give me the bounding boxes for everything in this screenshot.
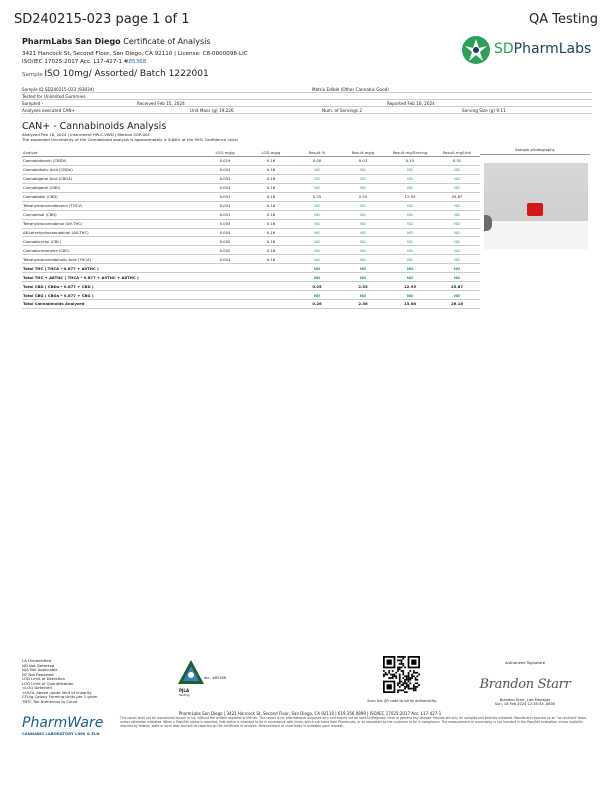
cell-result-pct: ND <box>294 291 340 300</box>
sample-line <box>22 69 209 79</box>
qr-caption: Scan the QR code to verify authenticity. <box>367 699 437 703</box>
cell-result-unit: ND <box>434 273 480 282</box>
cell-lod: 0.16 <box>248 157 294 166</box>
cell-result-serving: ND <box>386 255 434 264</box>
cell-result-serving: 0.15 <box>386 157 434 166</box>
matrix: Matrix Edible (Other Cannabis Good) <box>312 86 389 92</box>
cell-loq: 0.001 <box>202 210 248 219</box>
cell-result-serving: ND <box>386 237 434 246</box>
cell-result-pct: ND <box>294 201 340 210</box>
legend <box>22 659 97 704</box>
qr-code[interactable] <box>383 656 420 693</box>
cell-loq: 0.002 <box>202 246 248 255</box>
col-loq: LOQ mg/g <box>202 143 248 157</box>
cell-lod: 0.16 <box>248 237 294 246</box>
cell-loq: 0.003 <box>202 219 248 228</box>
jar-lid-image <box>484 215 492 231</box>
cell-analyte: Cannabichromene (CBC) <box>22 246 202 255</box>
pjla-badge <box>176 658 228 706</box>
table-row <box>22 228 480 237</box>
cell-result-serving: ND <box>386 228 434 237</box>
cell-result-pct: ND <box>294 210 340 219</box>
sdpharmlabs-logo <box>460 34 590 68</box>
cell-lod <box>248 282 294 291</box>
table-row <box>22 174 480 183</box>
cell-analyte: Tetrahydrocannabivarin (THCV) <box>22 201 202 210</box>
total-row <box>22 300 480 309</box>
table-row <box>22 165 480 174</box>
cell-result-mg-g: 2.53 <box>340 282 386 291</box>
iso-number-link[interactable]: 85368 <box>128 59 147 65</box>
cell-result-unit: 25.87 <box>434 282 480 291</box>
cell-lod <box>248 273 294 282</box>
signature-label: Authorized Signature <box>504 660 546 665</box>
lab-address: 3421 Hancock St, Second Floor, San Diego, CA 92110 | License: C8-0000098-LIC <box>22 51 248 57</box>
cell-lod: 0.16 <box>248 165 294 174</box>
cell-lod: 0.16 <box>248 201 294 210</box>
photo-surface <box>484 221 588 249</box>
signed-date: Sun, 18 Feb 2024 12:35:33 -0800 <box>494 702 556 707</box>
cell-analyte: Cannabidivarin (CBDV) <box>22 157 202 166</box>
serving-size: Serving Size (g) 9.11 <box>462 107 506 113</box>
cell-lod: 0.16 <box>248 210 294 219</box>
cell-result-serving: ND <box>386 246 434 255</box>
cell-result-unit: ND <box>434 237 480 246</box>
cell-result-pct: ND <box>294 273 340 282</box>
cell-analyte: Total THC + Δ8THC ( THCA * 0.877 + Δ9THC + Δ8THC ) <box>22 273 202 282</box>
cell-result-serving: ND <box>386 183 434 192</box>
cell-result-serving: ND <box>386 201 434 210</box>
cell-result-unit: ND <box>434 219 480 228</box>
cell-result-unit: 0.31 <box>434 157 480 166</box>
cell-loq: 0.001 <box>202 201 248 210</box>
cell-result-pct: ND <box>294 219 340 228</box>
report-id: SD240215-023 page 1 of 1 <box>14 12 190 27</box>
cell-result-mg-g: ND <box>340 273 386 282</box>
cell-result-serving: ND <box>386 165 434 174</box>
cell-result-pct: ND <box>294 264 340 273</box>
sample-name: ISO 10mg/ Assorted/ Batch 1222001 <box>44 69 209 79</box>
table-row <box>22 201 480 210</box>
cell-result-pct: 0.00 <box>294 157 340 166</box>
cell-result-mg-g: ND <box>340 219 386 228</box>
cell-result-mg-g: ND <box>340 291 386 300</box>
table-row <box>22 210 480 219</box>
signer-block <box>470 698 580 707</box>
table-row <box>22 192 480 201</box>
cell-result-mg-g: ND <box>340 174 386 183</box>
cell-loq <box>202 273 248 282</box>
lab-iso <box>22 58 248 66</box>
qa-testing-label: QA Testing <box>529 12 598 27</box>
cell-result-serving: ND <box>386 219 434 228</box>
tested-for: Tested for Unlimited Gummies <box>22 93 86 99</box>
cell-analyte: Total CBG ( CBGa * 0.877 + CBG ) <box>22 291 202 300</box>
cell-lod <box>248 300 294 309</box>
photo-header: Sample photography <box>480 143 590 155</box>
sample-label: Sample <box>22 72 43 78</box>
cell-result-serving: ND <box>386 264 434 273</box>
cell-result-mg-g: ND <box>340 201 386 210</box>
col-result-serving: Result mg/Serving <box>386 143 434 157</box>
lab-name: PharmLabs San Diego <box>22 37 121 46</box>
pjla-label: PJLA <box>179 688 190 693</box>
cell-result-pct: ND <box>294 174 340 183</box>
pjla-acc: Acc. #85368 <box>204 676 226 680</box>
received: Received Feb 15, 2024 <box>137 100 185 106</box>
signature-handwriting: Brandon Starr <box>479 677 571 692</box>
cell-lod: 0.16 <box>248 228 294 237</box>
cell-analyte: Total CBD ( CBDa * 0.877 + CBD ) <box>22 282 202 291</box>
cell-loq: 0.004 <box>202 228 248 237</box>
col-result-unit: Result mg/Unit <box>434 143 480 157</box>
info-row <box>22 93 592 100</box>
info-row <box>22 100 592 107</box>
cell-result-unit: 26.18 <box>434 300 480 309</box>
cell-result-pct: ND <box>294 255 340 264</box>
col-result-mg-g: Result mg/g <box>340 143 386 157</box>
cell-result-mg-g: 2.53 <box>340 192 386 201</box>
table-row <box>22 157 480 166</box>
logo-text <box>494 41 591 57</box>
cell-analyte: Cannabidiolic Acid (CBDA) <box>22 165 202 174</box>
legend-item: <LOQ Detected <box>22 685 52 690</box>
unit-mass: Unit Mass (g) 19.226 <box>190 107 234 113</box>
pharmware-sub: CANNABIS LABORATORY LIMS & ELN <box>22 731 100 736</box>
table-row <box>22 183 480 192</box>
legend-item: >ULOL Above upper limit of linearity <box>22 689 92 695</box>
section-meta <box>22 132 238 142</box>
cell-result-unit: ND <box>434 255 480 264</box>
lab-address-block <box>22 50 248 66</box>
results-body <box>22 157 480 309</box>
cell-lod: 0.16 <box>248 219 294 228</box>
cell-result-mg-g: ND <box>340 228 386 237</box>
cell-result-unit: ND <box>434 183 480 192</box>
logo-text-pharmlabs: PharmLabs <box>513 41 592 57</box>
pjla-sub: Testing <box>179 693 190 697</box>
table-row <box>22 237 480 246</box>
sample-photo <box>484 163 588 249</box>
cell-result-pct: 0.25 <box>294 192 340 201</box>
cell-analyte: Tetrahydrocannabinol (Δ9-THC) <box>22 219 202 228</box>
info-row <box>22 107 592 114</box>
table-header-row <box>22 143 480 157</box>
legend-item: LOD Limit of Detection <box>22 676 66 681</box>
legend-item: CFU/g Colony Forming Units per 1 gram <box>22 694 98 699</box>
sampled: Sampled - <box>22 100 44 106</box>
gummy-image <box>527 203 543 216</box>
cell-lod <box>248 291 294 300</box>
cell-loq: 0.001 <box>202 192 248 201</box>
pjla-triangle-icon <box>176 658 206 688</box>
cell-result-serving: ND <box>386 174 434 183</box>
analyzed-line: Analyzed Feb 16, 2024 | Instrument HPLC-VWD | Method SOP-001 <box>22 132 150 137</box>
col-result-pct: Result % <box>294 143 340 157</box>
cell-result-pct: ND <box>294 165 340 174</box>
cell-loq: 0.002 <box>202 237 248 246</box>
cell-result-serving: 12.93 <box>386 282 434 291</box>
cell-result-mg-g: 0.03 <box>340 157 386 166</box>
cell-result-unit: ND <box>434 291 480 300</box>
cell-analyte: Total Cannabinoids Analyzed <box>22 300 202 309</box>
num-servings: Num. of Servings 2 <box>322 107 362 113</box>
cell-analyte: Cannabigerol Acid (CBGA) <box>22 174 202 183</box>
cell-result-unit: ND <box>434 246 480 255</box>
cell-result-mg-g: ND <box>340 255 386 264</box>
cell-result-serving: 13.08 <box>386 300 434 309</box>
cell-result-unit: 25.87 <box>434 192 480 201</box>
table-row <box>22 219 480 228</box>
cell-loq: 0.001 <box>202 165 248 174</box>
lab-title <box>22 37 211 46</box>
sample-id: Sample ID SD240215-023 (93034) <box>22 86 95 92</box>
footer-address: PharmLabs San Diego | 3421 Hancock St, Second Floor, San Diego, CA 92110 | 619.356.0899 | ISO/IEC 17025:2017 Acc. L17-427-1 <box>178 711 442 716</box>
sample-info-grid <box>22 86 592 114</box>
cell-result-unit: ND <box>434 210 480 219</box>
cell-loq: 0.001 <box>202 183 248 192</box>
leaf-icon <box>460 34 492 66</box>
pharmware-logo <box>22 715 102 736</box>
col-analyte: Analyte <box>22 143 202 157</box>
table-row <box>22 255 480 264</box>
cell-result-mg-g: 2.56 <box>340 300 386 309</box>
cell-result-mg-g: ND <box>340 210 386 219</box>
legend-item: N/A Not Applicable <box>22 667 58 672</box>
cell-loq <box>202 291 248 300</box>
cell-lod: 0.16 <box>248 183 294 192</box>
cell-result-pct: ND <box>294 183 340 192</box>
cell-result-pct: ND <box>294 228 340 237</box>
cell-analyte: Δ8-tetrahydrocannabinol (Δ8-THC) <box>22 228 202 237</box>
cell-lod: 0.16 <box>248 192 294 201</box>
iso-prefix: ISO/IEC 17025:2017 Acc. L17-427-1 # <box>22 59 129 65</box>
cell-loq <box>202 300 248 309</box>
cell-result-pct: 0.25 <box>294 282 340 291</box>
cell-analyte: Total THC ( THCA * 0.877 + Δ9THC ) <box>22 264 202 273</box>
cell-result-unit: ND <box>434 228 480 237</box>
cell-analyte: Tetrahydrocannabinolic Acid (THCA) <box>22 255 202 264</box>
cell-result-pct: ND <box>294 246 340 255</box>
cell-result-unit: ND <box>434 174 480 183</box>
cell-result-serving: ND <box>386 210 434 219</box>
cell-analyte: Cannabinol (CBN) <box>22 210 202 219</box>
cell-lod: 0.16 <box>248 255 294 264</box>
cell-loq: 0.001 <box>202 174 248 183</box>
table-row <box>22 246 480 255</box>
cell-result-mg-g: ND <box>340 246 386 255</box>
uncertainty-line: The expanded Uncertainty of the Cannabinoid analysis is approximately ± 8.86% at the 95% Confidence Level <box>22 137 238 142</box>
cell-lod: 0.16 <box>248 174 294 183</box>
cell-result-mg-g: ND <box>340 264 386 273</box>
cell-loq: 0.019 <box>202 157 248 166</box>
reported: Reported Feb 16, 2024 <box>387 100 435 106</box>
cell-result-mg-g: ND <box>340 183 386 192</box>
signer-name: Brandon Starr, Lab Manager <box>499 698 551 702</box>
logo-text-sd: SD <box>494 41 514 57</box>
legend-item: ND Not Detected <box>22 662 55 668</box>
doc-type: Certificate of Analysis <box>123 37 211 46</box>
cell-lod <box>248 264 294 273</box>
col-lod: LOD mg/g <box>248 143 294 157</box>
cell-result-mg-g: ND <box>340 237 386 246</box>
total-row <box>22 264 480 273</box>
legend-item: LA Unidentified <box>22 658 52 663</box>
total-row <box>22 282 480 291</box>
cell-lod: 0.16 <box>248 246 294 255</box>
cell-loq: 0.001 <box>202 255 248 264</box>
cell-result-serving: 12.93 <box>386 192 434 201</box>
results-table <box>22 143 480 309</box>
cell-result-mg-g: ND <box>340 165 386 174</box>
cell-loq <box>202 282 248 291</box>
cell-result-pct: ND <box>294 237 340 246</box>
cell-analyte: Cannabidiol (CBD) <box>22 192 202 201</box>
cell-analyte: Cannabicyclol (CBL) <box>22 237 202 246</box>
legend-item: LOQ Limit of Quantification <box>22 680 74 686</box>
cell-result-unit: ND <box>434 264 480 273</box>
total-row <box>22 273 480 282</box>
section-title: CAN+ - Cannabinoids Analysis <box>22 121 167 132</box>
cell-result-pct: 0.26 <box>294 300 340 309</box>
legend-item: NT Not Reported <box>22 671 54 677</box>
cell-result-unit: ND <box>434 165 480 174</box>
cell-result-unit: ND <box>434 201 480 210</box>
signature-image <box>470 666 580 698</box>
analyses-executed: Analyses executed CAN+ <box>22 107 76 113</box>
cell-result-serving: ND <box>386 273 434 282</box>
pharmware-name: PharmWare <box>22 715 104 731</box>
legend-item: TNTC Too Numerous to Count <box>22 698 78 704</box>
footer-disclaimer: This report shall not be reproduced except in full, without the written approval of the lab. This report is for informational purposes only and should not be used to diagnose, treat or prevent any disease. Results are only for samples and batches indicated. Results are reported on an "as received" basis, unless otherwise indicated. When a Pass/Fail status is reported, that status is intended to be in accordance with limits, which are listed from PharmLabs, or as requested by the customer to be in compliance. The measurement of uncertainty is not included in the Pass/Fail evaluation unless explicitly required by federal, state or local laws and will be reported on the certificate of analysis. Measurement of uncertainty is available upon request. <box>120 716 587 728</box>
cell-result-serving: ND <box>386 291 434 300</box>
cell-loq <box>202 264 248 273</box>
info-row <box>22 86 592 93</box>
total-row <box>22 291 480 300</box>
cell-analyte: Cannabigerol (CBG) <box>22 183 202 192</box>
